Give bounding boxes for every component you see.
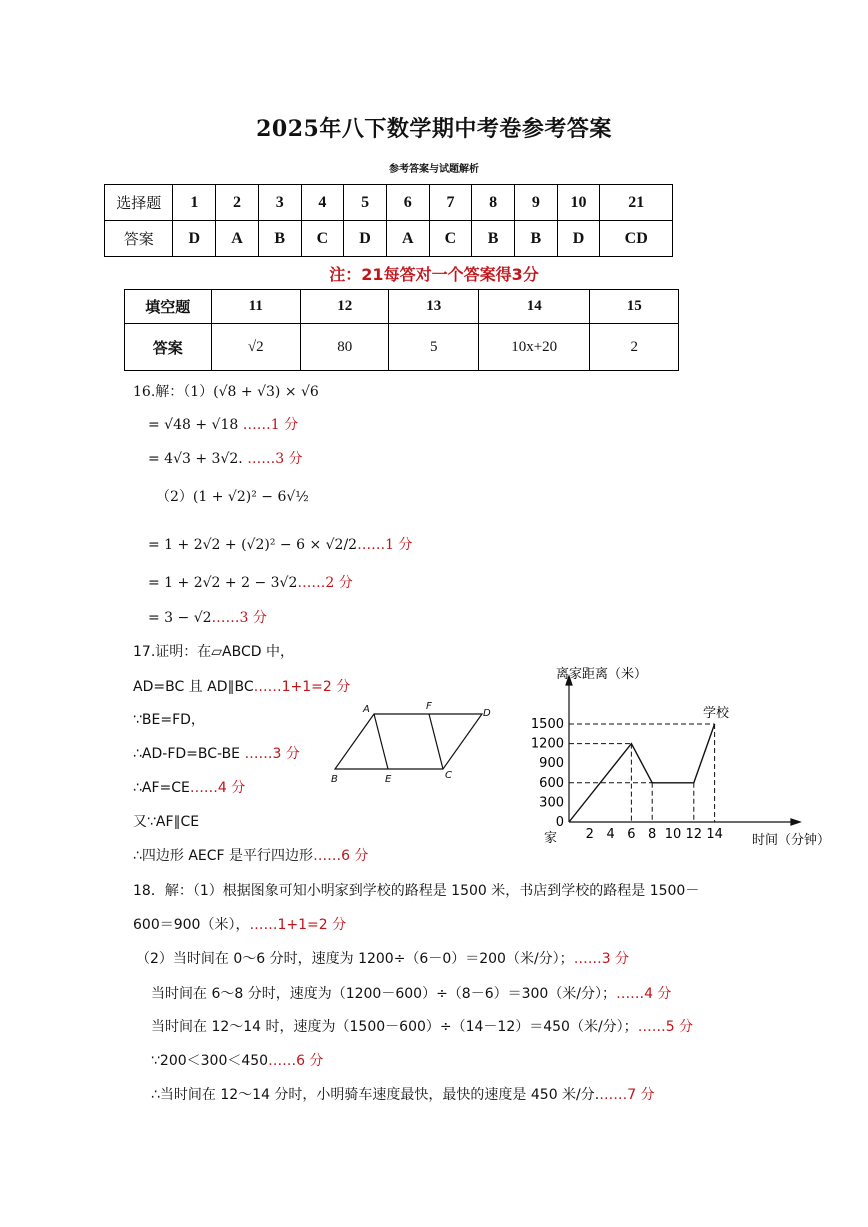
vertex-label-D: D: [483, 708, 491, 719]
choice-number-cell: 9: [514, 185, 557, 221]
fill-number-row: [125, 290, 679, 324]
fill-number-cell: 11: [211, 290, 300, 324]
score-mark: ……3 分: [211, 610, 267, 626]
fill-answer-cell: √2: [211, 324, 300, 371]
fill-answer-table: [124, 289, 679, 371]
q16-line-1: 16.解：（1）(√8 + √3) × √6: [133, 384, 319, 400]
fill-number-cell: 13: [389, 290, 478, 324]
vertex-label-F: F: [426, 701, 432, 712]
fill-answer-label: 答案: [125, 324, 212, 371]
score-mark: ……1+1=2 分: [253, 679, 351, 695]
choice-number-row: [105, 185, 673, 221]
q17-line-3: ∵BE=FD，: [133, 712, 205, 728]
choice-answer-cell: C: [301, 221, 344, 257]
y-tick-label: 0: [555, 815, 564, 830]
choice-number-cell: 6: [386, 185, 429, 221]
fill-answer-cell: 2: [590, 324, 679, 371]
q16-line-2: = √48 + √18 ……1 分: [148, 417, 299, 433]
score-mark: ……1+1=2 分: [249, 917, 347, 933]
choice-number-cell: 21: [600, 185, 673, 221]
choice-answer-cell: B: [472, 221, 515, 257]
choice-answer-cell: CD: [600, 221, 673, 257]
q18-line-1: 18．解：（1）根据图象可知小明家到学校的路程是 1500 米，书店到学校的路程是 1500－: [133, 883, 700, 899]
page-title: 2025年八下数学期中考卷参考答案: [256, 116, 612, 142]
fill-header-label: 填空题: [125, 290, 212, 324]
choice-answer-cell: B: [258, 221, 301, 257]
score-mark: ……4 分: [616, 986, 672, 1002]
score-mark: ……3 分: [247, 451, 303, 467]
x-tick-label: 2: [585, 827, 594, 842]
x-tick-label: 8: [648, 827, 657, 842]
x-tick-label: 4: [606, 827, 615, 842]
y-axis-label: 离家距离（米）: [556, 667, 648, 682]
score-mark: ……7 分: [599, 1087, 655, 1103]
x-axis-label: 时间（分钟）: [752, 833, 831, 848]
q16-line-3: = 4√3 + 3√2. ……3 分: [148, 451, 303, 467]
parallelogram-outline: [335, 714, 482, 769]
choice-answer-cell: B: [514, 221, 557, 257]
choice-answer-cell: D: [557, 221, 600, 257]
x-tick-label: 12: [685, 827, 703, 842]
fill-answer-cell: 10x+20: [478, 324, 590, 371]
choice-answer-row: [105, 221, 673, 257]
q17-line-7: ∴四边形 AECF 是平行四边形……6 分: [133, 848, 369, 864]
origin-label: 家: [544, 831, 558, 846]
q17-line-6: 又∵AF∥CE: [133, 814, 200, 830]
score-mark: ……3 分: [244, 746, 300, 762]
q17-line-4: ∴AD-FD=BC-BE ……3 分: [133, 746, 300, 762]
y-tick-label: 1200: [530, 736, 564, 752]
fill-answer-cell: 5: [389, 324, 478, 371]
x-tick-label: 6: [627, 827, 636, 842]
fill-number-cell: 12: [300, 290, 388, 324]
q17-line-2: AD=BC 且 AD∥BC……1+1=2 分: [133, 679, 351, 695]
y-tick-label: 900: [539, 756, 564, 772]
q16-line-4: （2）(1 + √2)² − 6√½: [156, 489, 309, 505]
choice-number-cell: 2: [216, 185, 259, 221]
choice-number-cell: 7: [429, 185, 472, 221]
q16-line-6: = 1 + 2√2 + 2 − 3√2……2 分: [148, 575, 353, 591]
choice-number-cell: 8: [472, 185, 515, 221]
choice-answer-cell: D: [344, 221, 387, 257]
q16-line-5: = 1 + 2√2 + (√2)² − 6 × √2/2……1 分: [148, 537, 413, 553]
choice-header-label: 选择题: [105, 185, 173, 221]
choice-number-cell: 5: [344, 185, 387, 221]
choice-answer-cell: D: [173, 221, 216, 257]
q17-line-1: 17.证明：在▱ABCD 中，: [133, 644, 294, 660]
choice-number-cell: 4: [301, 185, 344, 221]
q18-line-7: ∴当时间在 12～14 分时，小明骑车速度最快，最快的速度是 450 米/分.……7 分: [151, 1087, 655, 1103]
score-mark: ……5 分: [637, 1019, 694, 1035]
q16-line-7: = 3 − √2……3 分: [148, 610, 267, 626]
choice-answer-label: 答案: [105, 221, 173, 257]
q18-line-6: ∵200＜300＜450……6 分: [151, 1053, 324, 1069]
choice-answer-cell: C: [429, 221, 472, 257]
score-mark: ……6 分: [313, 848, 369, 864]
q18-line-2: 600＝900（米），……1+1=2 分: [133, 917, 347, 933]
score-mark: ……2 分: [297, 575, 353, 591]
score-mark: ……1 分: [357, 537, 413, 553]
school-annotation: 学校: [703, 706, 730, 721]
x-tick-label: 14: [706, 827, 723, 842]
vertex-label-C: C: [445, 770, 452, 781]
q18-line-4: 当时间在 6～8 分时，速度为（1200－600）÷（8－6）＝300（米/分）；……4 分: [151, 986, 672, 1002]
choice-number-cell: 3: [258, 185, 301, 221]
page-subtitle: 参考答案与试题解析: [389, 164, 479, 175]
q18-line-5: 当时间在 12～14 时，速度为（1500－600）÷（14－12）＝450（米/分）；……5 分: [151, 1019, 694, 1035]
score-mark: ……6 分: [268, 1053, 324, 1069]
vertex-label-E: E: [385, 774, 392, 785]
fill-answer-cell: 80: [300, 324, 388, 371]
choice-answer-cell: A: [386, 221, 429, 257]
y-tick-label: 300: [539, 795, 564, 811]
distance-time-chart: [528, 660, 843, 850]
y-tick-label: 600: [539, 775, 564, 791]
x-tick-label: 10: [664, 827, 682, 842]
x-axis-arrow: [791, 819, 800, 825]
fill-answer-row: [125, 324, 679, 371]
vertex-label-A: A: [363, 704, 370, 715]
choice-number-cell: 1: [173, 185, 216, 221]
score-mark: ……3 分: [573, 951, 630, 967]
vertex-label-B: B: [331, 774, 338, 785]
choice-number-cell: 10: [557, 185, 600, 221]
choice-answer-table: [104, 184, 673, 257]
segment-FC: [429, 714, 443, 769]
score-mark: ……4 分: [189, 780, 246, 796]
y-tick-label: 1500: [530, 717, 564, 732]
q18-line-3: （2）当时间在 0～6 分时，速度为 1200÷（6－0）＝200（米/分）；……3 分: [136, 951, 630, 967]
score-mark: ……1 分: [242, 417, 299, 433]
q17-line-5: ∴AF=CE……4 分: [133, 780, 246, 796]
fill-number-cell: 14: [478, 290, 590, 324]
scoring-note: 注：21每答对一个答案得3分: [329, 265, 539, 284]
distance-series-line: [569, 724, 715, 822]
parallelogram-figure: [325, 696, 505, 788]
segment-AE: [374, 714, 388, 769]
fill-number-cell: 15: [590, 290, 679, 324]
choice-answer-cell: A: [216, 221, 259, 257]
